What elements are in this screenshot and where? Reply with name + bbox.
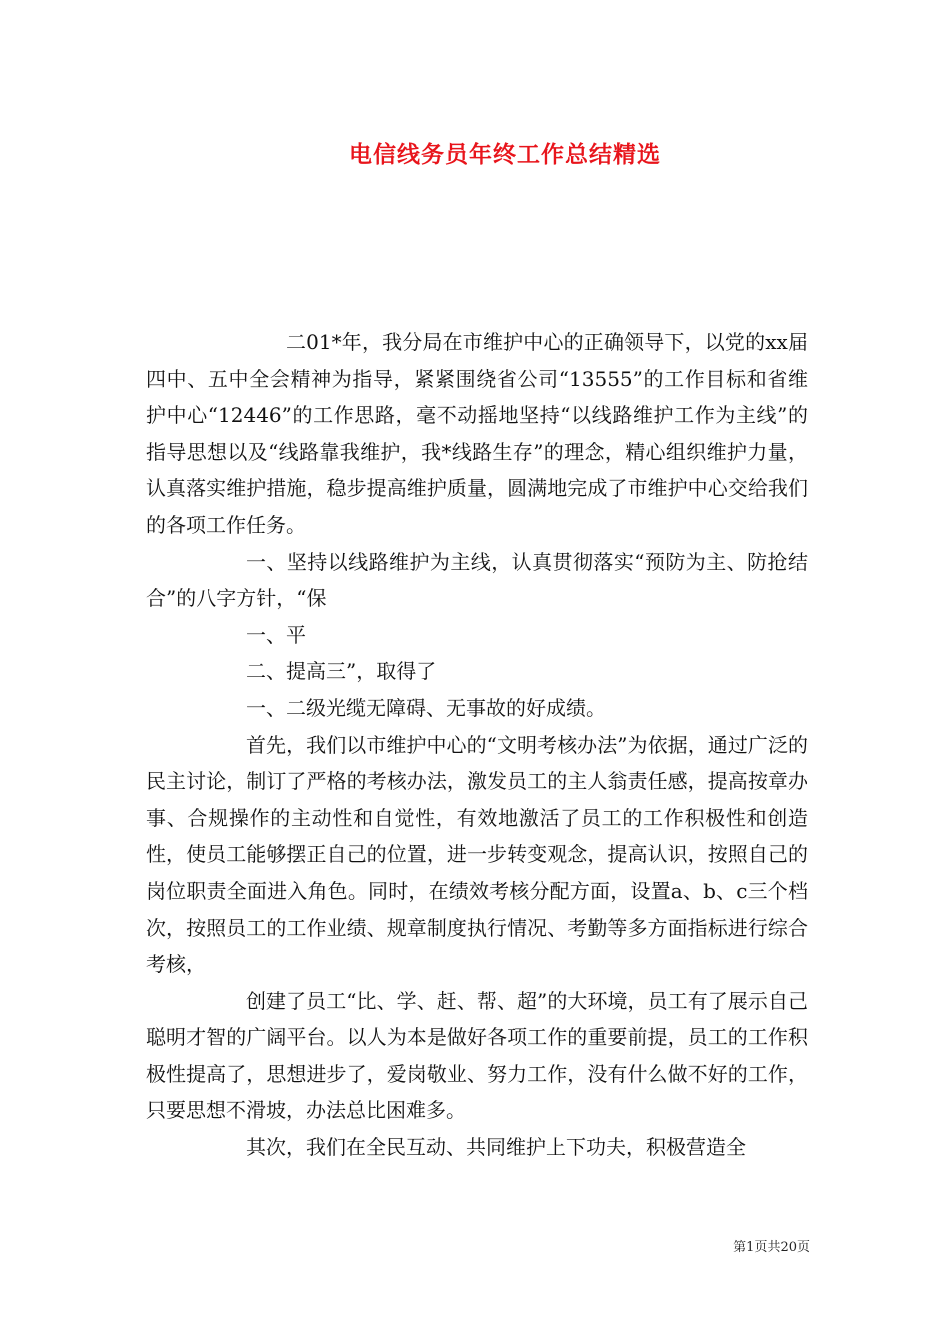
paragraph-list-item: 一、二级光缆无障碍、无事故的好成绩。	[246, 695, 606, 720]
page-number-footer: 第1页共20页	[733, 1240, 810, 1255]
paragraph-list-item: 二、提高三”，取得了	[246, 659, 437, 684]
paragraph-intro: 二01*年，我分局在市维护中心的正确领导下，以党的xx届四中、五中全会精神为指导，紧紧围绕省公司“13555”的工作目标和省维护中心“12446”的工作思路，毫不动摇地坚持“以线路维护工作为主线”的指导思想以及“线路靠我维护，我*线路生存”的理念，精心组织维护力量，认真落实维护措施，稳步提高维护质量，圆满地完成了市维护中心交给我们的各项工作任务。	[146, 330, 808, 537]
paragraph-section-1: 一、坚持以线路维护为主线，认真贯彻落实“预防为主、防抢结合”的八字方针，“保	[146, 549, 808, 611]
paragraph-first: 首先，我们以市维护中心的“文明考核办法”为依据，通过广泛的民主讨论，制订了严格的考核办法，激发员工的主人翁责任感，提高按章办事、合规操作的主动性和自觉性，有效地激活了员工的工作积极性和创造性，使员工能够摆正自己的位置，进一步转变观念，提高认识，按照自己的岗位职责全面进入角色。同时，在绩效考核分配方面，设置a、b、c三个档次，按照员工的工作业绩、规章制度执行情况、考勤等多方面指标进行综合考核，	[146, 732, 808, 977]
paragraph-environment: 创建了员工“比、学、赶、帮、超”的大环境，员工有了展示自己聪明才智的广阔平台。以人为本是做好各项工作的重要前提，员工的工作积极性提高了，思想进步了，爱岗敬业、努力工作，没有什么做不好的工作，只要思想不滑坡，办法总比困难多。	[146, 988, 808, 1123]
paragraph-second: 其次，我们在全民互动、共同维护上下功夫，积极营造全	[246, 1135, 746, 1160]
document-body	[146, 324, 808, 1166]
paragraph-list-item: 一、平	[246, 622, 306, 647]
document-title: 电信线务员年终工作总结精选	[349, 142, 661, 168]
